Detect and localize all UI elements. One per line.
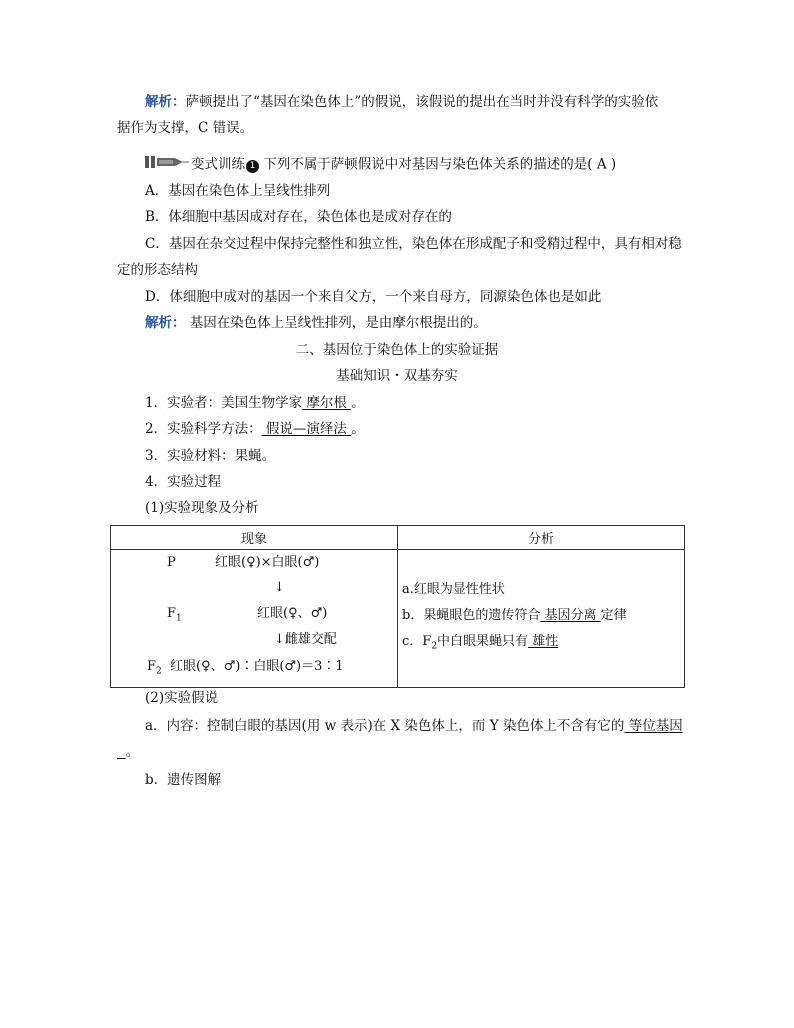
answer-male: 雄性 <box>528 634 559 649</box>
p-label: P <box>167 555 176 570</box>
item-experimenter <box>145 393 365 413</box>
item-2-end: 。 <box>351 421 365 437</box>
analysis-c-mid: 中白眼果蝇只有 <box>437 634 529 649</box>
hypothesis-content-cont <box>117 742 139 762</box>
p-cross: 红眼(♀)×白眼(♂) <box>215 555 320 570</box>
analysis-cell <box>398 550 684 687</box>
arrow-down-icon: ↓ <box>274 580 285 595</box>
answer-method: 假说—演绎法 <box>261 421 352 437</box>
option-b: B．体细胞中基因成对存在，染色体也是成对存在的 <box>145 209 452 225</box>
analysis-b-end: 定律 <box>600 608 627 623</box>
variant-analysis-label: 解析： <box>145 315 186 331</box>
f2-row <box>147 658 344 681</box>
analysis-a: a.红眼为显性性状 <box>402 582 505 597</box>
subsection-1: (1)实验现象及分析 <box>145 500 259 516</box>
analysis-c-sub: 2 <box>431 641 438 652</box>
answer-allele: 等位基因 <box>624 718 683 734</box>
f2-letter: F <box>147 659 157 674</box>
variant-title: 变式训练 <box>191 156 245 173</box>
subsection-2: (2)实验假说 <box>145 690 219 706</box>
number-one-icon: 1 <box>246 160 259 173</box>
analysis-line-2: 据作为支撑，C 错误。 <box>117 120 254 136</box>
f1-sub: 1 <box>176 613 182 624</box>
f1-value: 红眼(♀、♂) <box>257 606 328 621</box>
phenomenon-cell <box>111 550 397 687</box>
analysis-c-text: c．F <box>402 634 432 649</box>
option-a: A．基因在染色体上呈线性排列 <box>145 183 331 199</box>
arrow-mating: ↓雌雄交配 <box>274 632 337 647</box>
item-process: 4．实验过程 <box>145 474 222 490</box>
f1-label <box>167 605 182 628</box>
analysis-line-1 <box>145 92 658 112</box>
section-title: 二、基因位于染色体上的实验证据 <box>295 342 499 358</box>
analysis-b <box>402 607 627 625</box>
item-1-text: 1．实验者：美国生物学家 <box>145 395 303 411</box>
f2-value: 红眼(♀、♂)∶白眼(♂)＝3∶1 <box>170 659 344 674</box>
genetic-diagram-label: b．遗传图解 <box>145 772 222 788</box>
observation-table <box>110 525 685 688</box>
analysis-b-text: b．果蝇眼色的遗传符合 <box>402 608 541 623</box>
variant-analysis-text: 基因在染色体上呈线性排列，是由摩尔根提出的。 <box>189 315 487 331</box>
answer-segregation: 基因分离 <box>540 608 601 623</box>
analysis-label: 解析： <box>145 94 186 110</box>
option-c-line-2: 定的形态结构 <box>117 262 198 278</box>
variant-question: 下列不属于萨顿假说中对基因与染色体关系的描述的是( A ) <box>263 156 617 173</box>
option-d: D．体细胞中成对的基因一个来自父方，一个来自母方，同源染色体也是如此 <box>145 289 602 305</box>
item-material: 3．实验材料：果蝇。 <box>145 448 276 464</box>
item-1-end: 。 <box>351 395 365 411</box>
item-method <box>145 419 365 439</box>
pen-icon <box>145 153 189 177</box>
option-c-line-1: C．基因在杂交过程中保持完整性和独立性，染色体在形成配子和受精过程中，具有相对稳 <box>145 236 682 252</box>
table-header-analysis: 分析 <box>398 526 685 550</box>
analysis-text-1: 萨顿提出了“基因在染色体上”的假说，该假说的提出在当时并没有科学的实验依 <box>185 94 659 110</box>
table-header-phenomenon: 现象 <box>111 526 398 550</box>
hypothesis-content <box>145 716 683 736</box>
f2-sub: 2 <box>156 666 162 677</box>
section-subtitle: 基础知识・双基夯实 <box>336 368 458 384</box>
analysis-c <box>402 633 558 656</box>
f1-letter: F <box>167 606 177 621</box>
item-2-text: 2．实验科学方法： <box>145 421 262 437</box>
answer-morgan: 摩尔根 <box>302 395 352 411</box>
hypothesis-end: 。 <box>125 744 140 760</box>
variant-question-line <box>145 153 616 177</box>
answer-allele-cont <box>117 744 126 760</box>
hypothesis-text: a．内容：控制白眼的基因(用 w 表示)在 X 染色体上，而 Y 染色体上不含有它的 <box>145 718 625 734</box>
variant-analysis <box>145 313 487 333</box>
